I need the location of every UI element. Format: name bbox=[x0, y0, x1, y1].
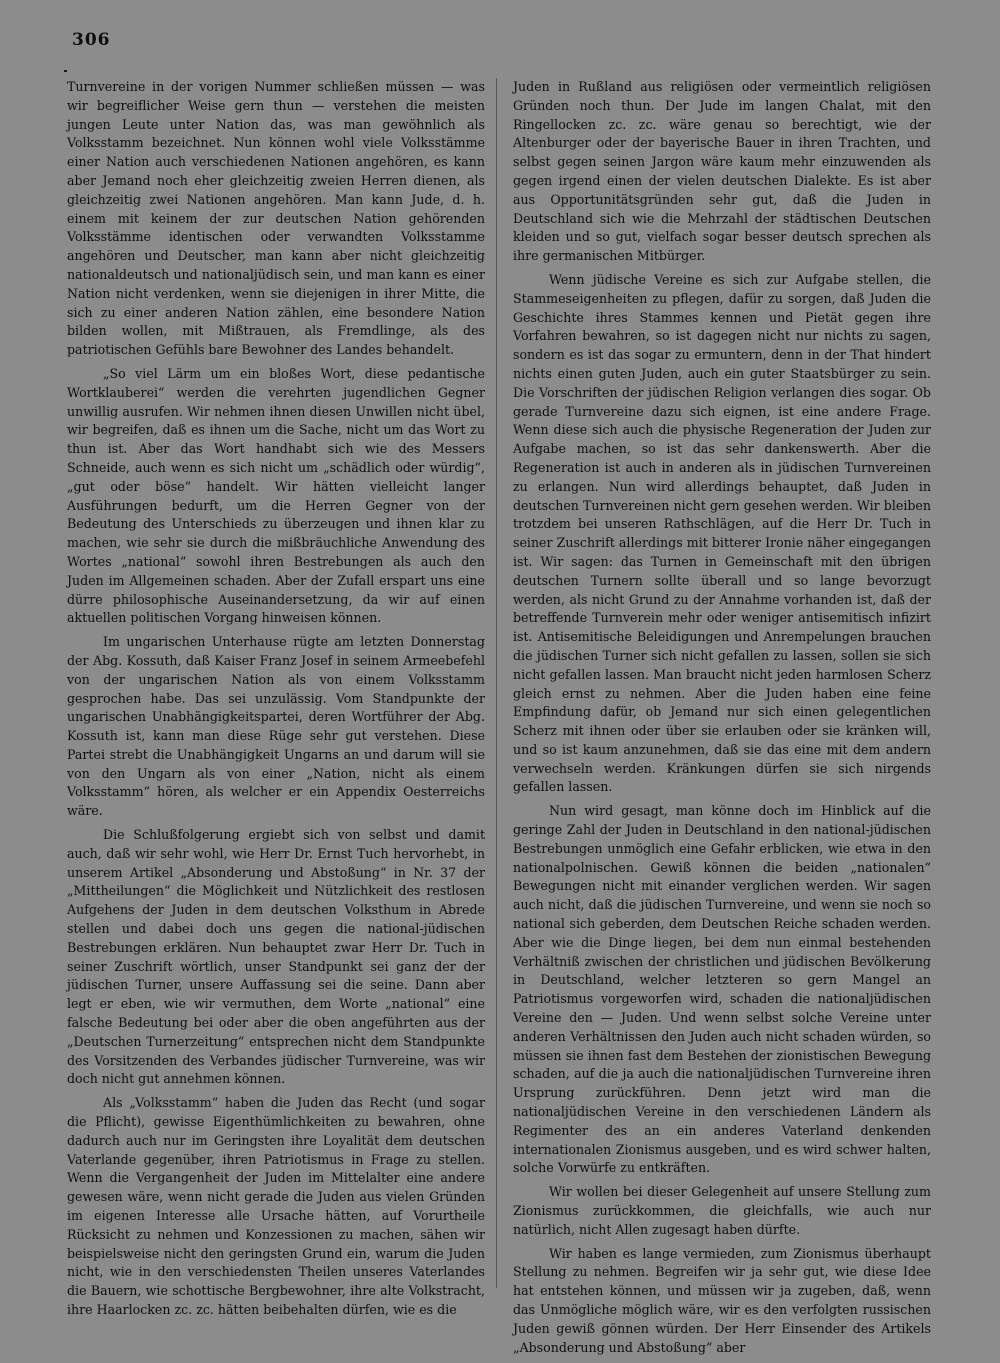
right-paragraph: Wenn jüdische Vereine es sich zur Aufgabe stellen, die Stammeseigenheiten zu pflegen, dafür zu sorgen, daß Juden die Geschichte ihres Stammes kennen und Pietät gegen ihre Vorfahren bewahren, so ist dagegen nicht nur nichts zu sagen, sondern es ist das sogar zu ermuntern, denn in der That hindert nichts einen guten Juden, auch ein guter Staatsbürger zu sein. Die Vorschriften der jüdischen Religion verlangen dies sogar. Ob gerade Turnvereine dazu sich eignen, ist eine andere Frage. Wenn diese sich auch die physische Regeneration der Juden zur Aufgabe machen, so ist das sehr dankenswerth. Aber die Regeneration ist auch in anderen als in jüdischen Turnvereinen zu erlangen. Nun wird allerdings behauptet, daß Juden in deutschen Turnvereinen nicht gern gesehen werden. Wir bleiben trotzdem bei unseren Rathschlägen, auf die Herr Dr. Tuch in seiner Zuschrift allerdings mit bitterer Ironie näher eingegangen ist. Wir sagen: das Turnen in Gemeinschaft mit den übrigen deutschen Turnern sollte überall und so lange bevorzugt werden, als nicht Grund zu der Annahme vorhanden ist, daß der betreffende Turnverein mehr oder weniger antisemitisch infizirt ist. Antisemitische Beleidigungen und Anrempelungen brauchen die jüdischen Turner sich nicht gefallen zu lassen, sollen sie sich nicht gefallen lassen. Man braucht nicht jeden harmlosen Scherz gleich ernst zu nehmen. Aber die Juden haben eine feine Empfindung dafür, ob Jemand nur sich einen gelegentlichen Scherz mit ihnen oder über sie erlauben oder sie kränken will, und so ist kaum anzunehmen, daß sie das eine mit dem andern verwechseln werden. Kränkungen dürfen sie sich nirgends gefallen lassen. bbox=[513, 271, 931, 795]
left-paragraph: „So viel Lärm um ein bloßes Wort, diese pedantische Wortklauberei“ werden die verehrten jugendlichen Gegner unwillig ausrufen. Wir nehmen ihnen diesen Unwillen nicht übel, wir begreifen, daß es ihnen um die Sache, nicht um das Wort zu thun ist. Aber das Wort handhabt sich wie des Messers Schneide, auch wenn es sich nicht um „schädlich oder würdig“, „gut oder böse“ handelt. Wir hätten vielleicht langer Ausführungen bedurft, um die Herren Gegner von der Bedeutung des Unterschieds zu überzeugen und ihnen klar zu machen, wie sehr sie durch die mißbräuchliche Anwendung des Wortes „national“ sowohl ihren Bestrebungen als auch den Juden im Allgemeinen schaden. Aber der Zufall erspart uns eine dürre philosophische Auseinandersetzung, da wir auf einen aktuellen politischen Vorgang hinweisen können. bbox=[67, 365, 485, 626]
left-paragraph: Als „Volksstamm“ haben die Juden das Recht (und sogar die Pflicht), gewisse Eigenthümlichkeiten zu bewahren, ohne dadurch auch nur im Geringsten ihre Loyalität dem deutschen Vaterlande gegenüber, ihren Patriotismus in Frage zu stellen. Wenn die Vergangenheit der Juden im Mittelalter eine andere gewesen wäre, wenn nicht gerade die Juden aus vielen Gründen im eigenen Interesse alle Ursache hätten, auf Vorurtheile Rücksicht zu nehmen und Konzessionen zu machen, sähen wir beispielsweise nicht den geringsten Grund ein, warum die Juden nicht, wie in den verschiedensten Theilen unseres Vaterlandes die Bauern, wie schottische Bergbewohner, ihre alte Volkstracht, ihre Haarlocken zc. zc. hätten beibehalten dürfen, wie es die bbox=[67, 1095, 485, 1317]
page-number: 306 bbox=[72, 30, 111, 50]
right-paragraph: Wir wollen bei dieser Gelegenheit auf unsere Stellung zum Zionismus zurückkommen, die gleichfalls, wie auch nur natürlich, nicht Allen zugesagt haben dürfte. bbox=[513, 1184, 931, 1237]
left-column bbox=[67, 78, 485, 1325]
right-paragraph: Juden in Rußland aus religiösen oder vermeintlich religiösen Gründen noch thun. Der Jude im langen Chalat, mit den Ringellocken zc. zc. wäre genau so berechtigt, wie der Altenburger oder der bayerische Bauer in ihren Trachten, und selbst gegen seinen Jargon wäre kaum mehr einzuwenden als gegen irgend einen der vielen deutschen Dialekte. Es ist aber aus Opportunitätsgründen sehr gut, daß die Juden in Deutschland sich wie die Mehrzahl der städtischen Deutschen kleiden und so gut, vielfach sogar besser deutsch sprechen als ihre germanischen Mitbürger. bbox=[513, 79, 931, 264]
left-paragraph: Im ungarischen Unterhause rügte am letzten Donnerstag der Abg. Kossuth, daß Kaiser Franz Josef in seinem Armeebefehl von der ungarischen Nation als von einem Volksstamm gesprochen habe. Das sei unzulässig. Vom Standpunkte der ungarischen Unabhängigkeitspartei, deren Wortführer der Abg. Kossuth ist, kann man diese Rüge sehr gut verstehen. Diese Partei strebt die Unabhängigkeit Ungarns an und darum will sie von den Ungarn als von einer „Nation, nicht als einem Volksstamm“ hören, als welcher er ein Appendix Oesterreichs wäre. bbox=[67, 634, 485, 819]
scan-speck bbox=[64, 70, 67, 72]
right-paragraph: Wir haben es lange vermieden, zum Zionismus überhaupt Stellung zu nehmen. Begreifen wir ja sehr gut, wie diese Idee hat entstehen können, und müssen wir ja zugeben, daß, wenn das Unmögliche möglich wäre, wir es den verfolgten russischen Juden gewiß gönnen würden. Der Herr Einsender des Artikels „Absonderung und Abstoßung“ aber bbox=[513, 1245, 931, 1355]
right-paragraph: Nun wird gesagt, man könne doch im Hinblick auf die geringe Zahl der Juden in Deutschland in den national-jüdischen Bestrebungen unmöglich eine Gefahr erblicken, wie etwa in den nationalpolnischen. Gewiß können die beiden „nationalen“ Bewegungen nicht mit einander verglichen werden. Wir sagen auch nicht, daß die jüdischen Turnvereine, und wenn sie noch so national sich geberden, dem Deutschen Reiche schaden werden. Aber wie die Dinge liegen, bei dem nun einmal bestehenden Verhältniß zwischen der christlichen und jüdischen Bevölkerung in Deutschland, welcher letzteren so gern Mangel an Patriotismus vorgeworfen wird, schaden die nationaljüdischen Vereine den — Juden. Und wenn selbst solche Vereine unter anderen Verhältnissen den Juden auch nicht schaden würden, so müssen sie ihnen fast dem Bestehen der zionistischen Bewegung schaden, auf die ja auch die nationaljüdischen Turnvereine ihren Ursprung zurückführen. Denn jetzt wird man die nationaljüdischen Vereine in den verschiedenen Ländern als Regimenter des an ein anderes Vaterland denkenden internationalen Zionismus ausgeben, und es wird schwer halten, solche Vorwürfe zu entkräften. bbox=[513, 803, 931, 1176]
column-rule bbox=[496, 78, 497, 1288]
right-column bbox=[513, 78, 931, 1362]
left-paragraph: Die Schlußfolgerung ergiebt sich von selbst und damit auch, daß wir sehr wohl, wie Herr Dr. Ernst Tuch hervorhebt, in unserem Artikel „Absonderung und Abstoßung“ in Nr. 37 der „Mittheilungen“ die Möglichkeit und Nützlichkeit des restlosen Aufgehens der Juden in dem deutschen Volksthum in Abrede stellen und dabei doch uns gegen die national-jüdischen Bestrebungen erklären. Nun behauptet zwar Herr Dr. Tuch in seiner Zuschrift wörtlich, unser Standpunkt sei ganz der der jüdischen Turner, unsere Auffassung sei die seine. Dann aber legt er eben, wie wir vermuthen, dem Worte „national“ eine falsche Bedeutung bei oder aber die oben angeführten aus der „Deutschen Turnerzeitung“ entsprechen nicht dem Standpunkte des Vorsitzenden des Verbandes jüdischer Turnvereine, was wir doch nicht gut annehmen können. bbox=[67, 827, 485, 1087]
left-paragraph: Turnvereine in der vorigen Nummer schließen müssen — was wir begreiflicher Weise gern thun — verstehen die meisten jungen Leute unter Nation das, was man gewöhnlich als Volksstamm bezeichnet. Nun können wohl viele Volksstämme einer Nation auch verschiedenen Nationen angehören, es kann aber Jemand noch eher gleichzeitig zweien Herren dienen, als gleichzeitig zwei Nationen angehören. Man kann Jude, d. h. einem mit keinem der zur deutschen Nation gehörenden Volksstämme identischen oder verwandten Volksstamme angehören und Deutscher, man kann aber nicht gleichzeitig nationaldeutsch und nationaljüdisch sein, und man kann es einer Nation nicht verdenken, wenn sie diejenigen in ihrer Mitte, die sich zu einer anderen Nation zählen, eine besondere Nation bilden wollen, mit Mißtrauen, als Fremdlinge, als des patriotischen Gefühls bare Bewohner des Landes behandelt. bbox=[67, 79, 485, 358]
